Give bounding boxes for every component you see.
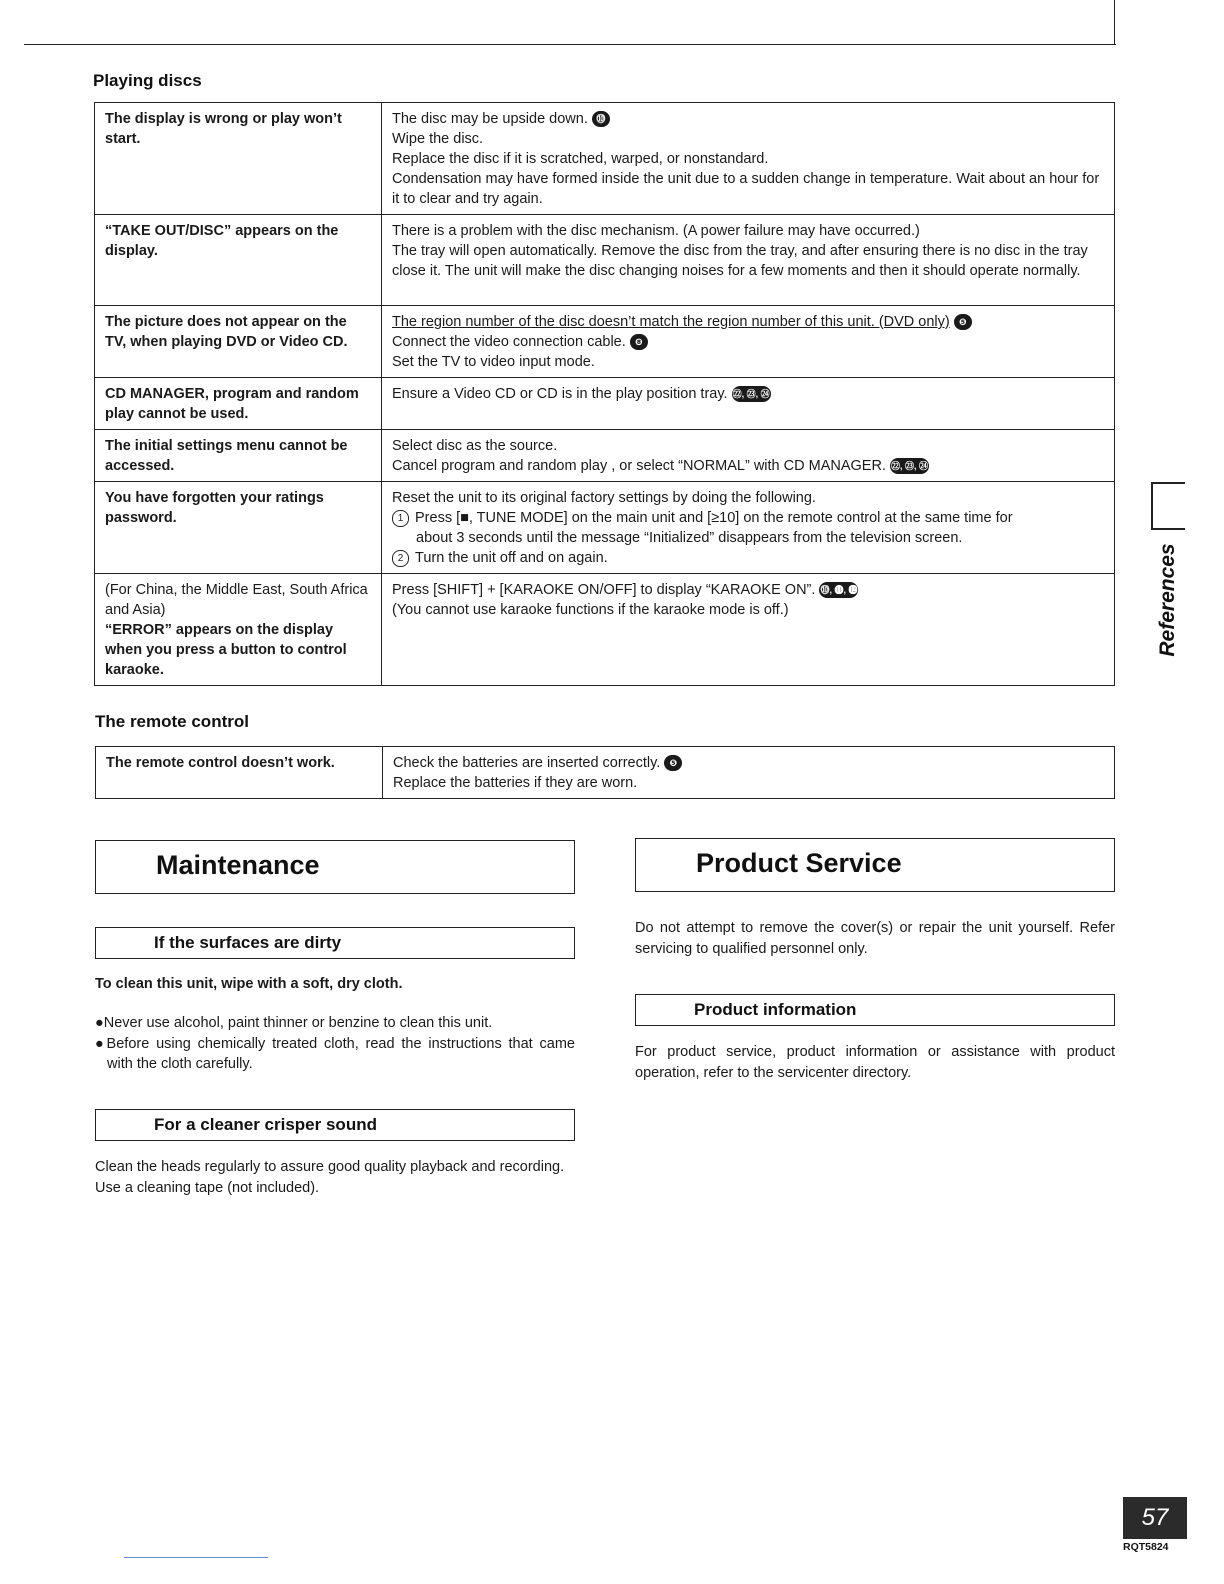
maintenance-header bbox=[95, 840, 575, 894]
surfaces-heading-box bbox=[95, 927, 575, 959]
top-rule bbox=[24, 44, 1116, 45]
product-info-text: For product service, product information or assistance with product operation, refer to the servicenter directory. bbox=[635, 1044, 1115, 1081]
solution-cell bbox=[382, 574, 1115, 686]
solution-text: Wipe the disc. bbox=[392, 131, 484, 147]
table-row bbox=[95, 103, 1115, 215]
doc-code: RQT5824 bbox=[1123, 1541, 1169, 1553]
list-item: ●Before using chemically treated cloth, read the instructions that came with the cloth carefully. bbox=[95, 1035, 575, 1072]
table-row bbox=[95, 215, 1115, 306]
solution-text: Reset the unit to its original factory settings by doing the following. bbox=[392, 490, 816, 506]
problem-cell: The remote control doesn’t work. bbox=[96, 747, 383, 799]
ref-marker: ❺ bbox=[664, 755, 682, 771]
surfaces-bullets bbox=[95, 1013, 575, 1075]
ref-marker: ㉒, ㉓, ㉔ bbox=[890, 458, 929, 474]
table-row bbox=[95, 306, 1115, 378]
problem-cell: You have forgotten your ratings password. bbox=[95, 482, 382, 574]
solution-text: Cancel program and random play , or select “NORMAL” with CD MANAGER. bbox=[392, 458, 886, 474]
product-info-heading-box bbox=[635, 994, 1115, 1026]
solution-text: Connect the video connection cable. bbox=[392, 334, 626, 350]
bottom-rule bbox=[124, 1557, 268, 1558]
solution-text: Check the batteries are inserted correctly. bbox=[393, 755, 661, 771]
ref-marker: ㉒, ㉓, ㉔ bbox=[732, 386, 771, 402]
solution-cell bbox=[382, 306, 1115, 378]
list-item: ●Never use alcohol, paint thinner or benzine to clean this unit. bbox=[95, 1015, 493, 1031]
remote-control-title: The remote control bbox=[95, 712, 249, 731]
sound-text bbox=[95, 1157, 575, 1198]
problem-cell bbox=[95, 574, 382, 686]
solution-text: Ensure a Video CD or CD is in the play position tray. bbox=[392, 386, 728, 402]
ref-marker: ⓾ bbox=[592, 111, 610, 127]
remote-control-table bbox=[95, 746, 1115, 799]
playing-discs-table bbox=[94, 102, 1115, 686]
page-number: 57 bbox=[1123, 1497, 1187, 1539]
playing-discs-title: Playing discs bbox=[93, 71, 202, 90]
table-row bbox=[95, 482, 1115, 574]
solution-text: Select disc as the source. bbox=[392, 438, 558, 454]
product-info-heading: Product information bbox=[694, 1000, 857, 1019]
ref-marker: ⓾, ⓫, ⓬ bbox=[819, 582, 858, 598]
product-service-header bbox=[635, 838, 1115, 892]
sound-heading: For a cleaner crisper sound bbox=[154, 1115, 377, 1134]
solution-text: The region number of the disc doesn’t match the region number of this unit. (DVD only) bbox=[392, 314, 950, 330]
solution-text: Condensation may have formed inside the unit due to a sudden change in temperature. Wait about an hour for it to clear and try again. bbox=[392, 171, 1100, 207]
problem-text: “ERROR” appears on the display when you press a button to control karaoke. bbox=[105, 622, 347, 678]
step-number: 1 bbox=[392, 510, 409, 527]
surfaces-heading: If the surfaces are dirty bbox=[154, 933, 342, 952]
problem-cell: The initial settings menu cannot be accessed. bbox=[95, 430, 382, 482]
table-row bbox=[95, 378, 1115, 430]
product-service-title: Product Service bbox=[696, 848, 902, 878]
surfaces-lead: To clean this unit, wipe with a soft, dry cloth. bbox=[95, 976, 403, 992]
solution-text: Replace the disc if it is scratched, warped, or nonstandard. bbox=[392, 151, 769, 167]
solution-cell bbox=[382, 378, 1115, 430]
solution-cell bbox=[382, 482, 1115, 574]
top-right-rule bbox=[1114, 0, 1115, 45]
table-row bbox=[95, 574, 1115, 686]
side-label: References bbox=[1156, 543, 1179, 657]
solution-text: Set the TV to video input mode. bbox=[392, 354, 595, 370]
solution-text: Turn the unit off and on again. bbox=[415, 550, 608, 566]
table-row bbox=[96, 747, 1115, 799]
sound-heading-box bbox=[95, 1109, 575, 1141]
problem-cell: CD MANAGER, program and random play cannot be used. bbox=[95, 378, 382, 430]
problem-prefix: (For China, the Middle East, South Africa and Asia) bbox=[105, 582, 368, 618]
side-tab-bracket bbox=[1151, 482, 1185, 530]
problem-cell: The display is wrong or play won’t start. bbox=[95, 103, 382, 215]
solution-cell bbox=[382, 103, 1115, 215]
maintenance-title: Maintenance bbox=[156, 850, 320, 880]
solution-cell bbox=[382, 430, 1115, 482]
sound-text-line: Clean the heads regularly to assure good quality playback and recording. bbox=[95, 1159, 565, 1175]
solution-text: about 3 seconds until the message “Initialized” disappears from the television screen. bbox=[416, 530, 963, 546]
product-service-text: Do not attempt to remove the cover(s) or repair the unit yourself. Refer servicing to qualified personnel only. bbox=[635, 920, 1115, 957]
solution-text: (You cannot use karaoke functions if the karaoke mode is off.) bbox=[392, 602, 789, 618]
solution-cell bbox=[382, 215, 1115, 306]
table-row bbox=[95, 430, 1115, 482]
problem-cell: The picture does not appear on the TV, when playing DVD or Video CD. bbox=[95, 306, 382, 378]
ref-marker: ❺ bbox=[954, 314, 972, 330]
solution-text: The disc may be upside down. bbox=[392, 111, 588, 127]
sound-text-line: Use a cleaning tape (not included). bbox=[95, 1179, 320, 1196]
problem-cell: “TAKE OUT/DISC” appears on the display. bbox=[95, 215, 382, 306]
solution-text: Press [SHIFT] + [KARAOKE ON/OFF] to display “KARAOKE ON”. bbox=[392, 582, 816, 598]
solution-text: There is a problem with the disc mechanism. (A power failure may have occurred.) bbox=[392, 223, 920, 239]
solution-text: Replace the batteries if they are worn. bbox=[393, 775, 638, 791]
ref-marker: ❽ bbox=[630, 334, 648, 350]
solution-text: The tray will open automatically. Remove the disc from the tray, and after ensuring there is no disc in the tray close it. The unit will make the disc changing noises for a few moments and then it should operate normally. bbox=[392, 243, 1088, 279]
solution-cell bbox=[383, 747, 1115, 799]
solution-text: Press [■, TUNE MODE] on the main unit and [≥10] on the remote control at the same time for bbox=[415, 510, 1013, 526]
step-number: 2 bbox=[392, 550, 409, 567]
